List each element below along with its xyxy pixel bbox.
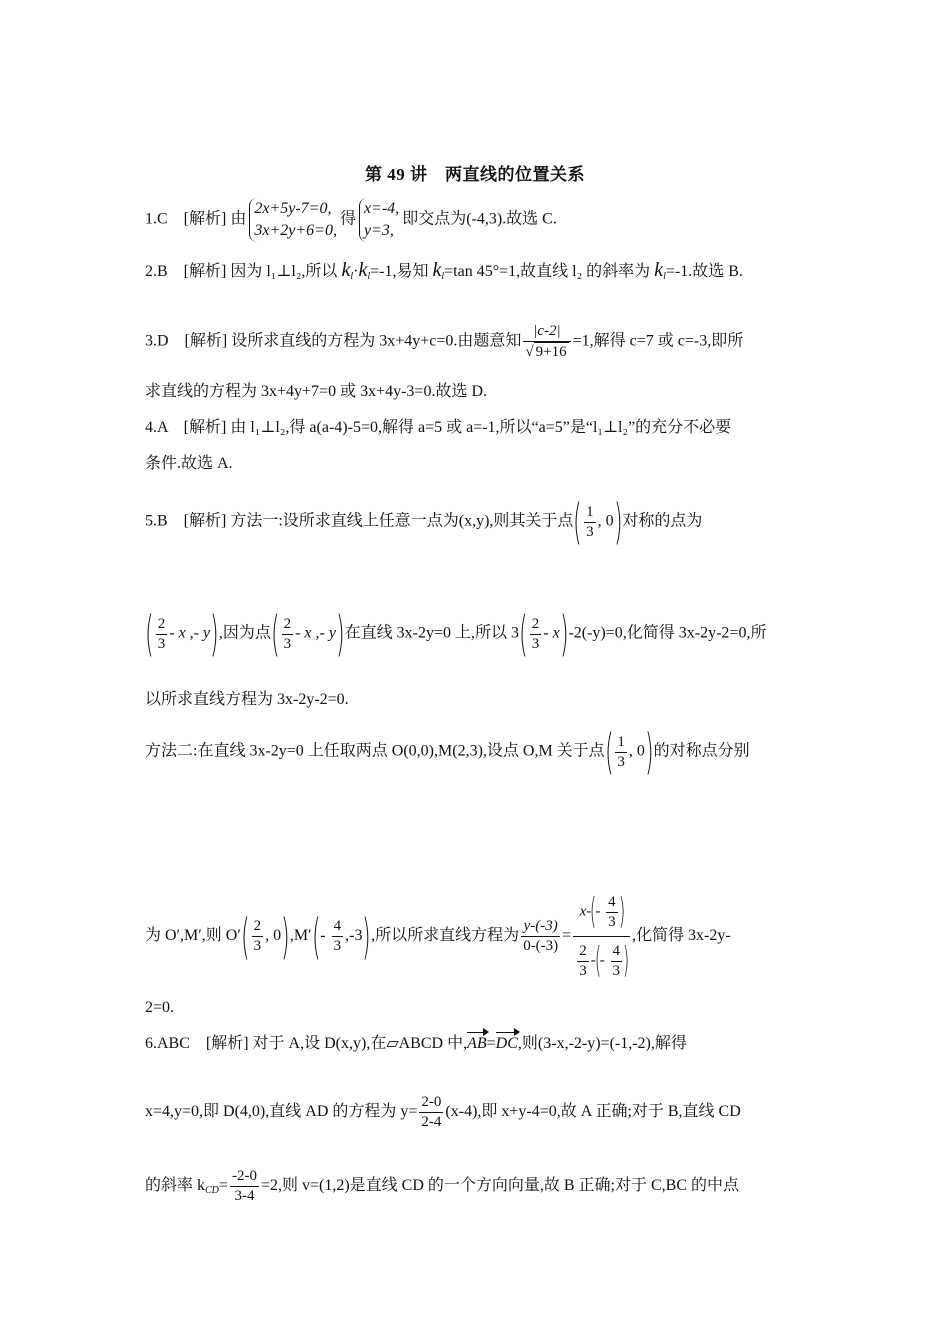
answer-2: 2.B [解析] 因为 l₁⊥l₂,所以 $k_l\cdot k_l=-1$,易知 $k_l=\tan$ 45°=1,故直线 l₂ 的斜率为 $k_l=-1$.故选 B.: [145, 259, 743, 282]
answer-1-lead: 1.C [解析] 由: [145, 210, 247, 228]
answer-3: 3.D [解析] 设所求直线的方程为 3x+4y+c=0.由题意知 $\frac{|c-2|}{√ 9+16}$ =1,解得 c=7 或 c=-3,即所: [145, 323, 744, 360]
answer-6-line2: x=4,y=0,即 D(4,0),直线 AD 的方程为 y= $\frac{2-0}{2-4}$ (x-4),即 x+y-4=0,故 A 正确;对于 B,直线 CD: [145, 1094, 741, 1130]
vector-ab: AB: [467, 1035, 487, 1052]
answer-5-line2: ( $\frac{2}{3}$ - x ,- y),因为点( $\frac{2}{3}$ - x ,- y)在直线 3x-2y=0 上,所以 3( $\frac{2}{3}$ - x)-2(-y)=0,化简得 3x-2y-2=0,所: [145, 606, 767, 662]
answer-4: 4.A [解析] 由 l₁⊥l₂,得 a(a-4)-5=0,解得 a=5 或 a=-1,所以“a=5”是“l₁⊥l₂”的充分不必要: [145, 419, 732, 436]
method-2-end: 2=0.: [145, 999, 175, 1016]
method-2-line2: 为 O′,M′,则 O′( $\frac{2}{3}$ , 0),M′(- $\frac{4}{3}$ ,-3),所以所求直线方程为 $\frac{y-(-3)}{0-(-3)}$ = x-(- $\frac{4}{3}$ ) $\frac{2}{3}$ -(- $\frac{4}{3}$ ) ,化简得 3x-2y-: [145, 888, 731, 985]
answer-6-line3: 的斜率 $k_{CD}=$ $\frac{-2-0}{3-4}$ =2,则 v=(1,2)是直线 CD 的一个方向向量,故 B 正确;对于 C,BC 的中点: [145, 1168, 740, 1204]
answer-1: 1.C [解析] 由 2x+5y-7=0, 3x+2y+6=0, 得 x=-4, y=3, 即交点为(-4,3).故选 C.: [145, 198, 557, 242]
y-fraction: $\frac{y-(-3)}{0-(-3)}$: [523, 918, 559, 954]
solution-system: x=-4, y=3,: [359, 198, 399, 242]
fraction: $\frac{|c-2|}{√ 9+16}$: [523, 322, 570, 362]
equation-system: 2x+5y-7=0, 3x+2y+6=0,: [249, 198, 337, 242]
answer-6: 6.ABC [解析] 对于 A,设 D(x,y),在▱ABCD 中,AB=DC,则(3-x,-2-y)=(-1,-2),解得: [145, 1035, 687, 1052]
answer-5: 5.B [解析] 方法一:设所求直线上任意一点为(x,y),则其关于点( $\frac{1}{3}$ , 0)对称的点为: [145, 494, 703, 550]
answer-1-tail: 即交点为(-4,3).故选 C.: [402, 210, 557, 228]
vector-dc: DC: [495, 1035, 518, 1052]
page-title: 第 49 讲 两直线的位置关系: [365, 165, 585, 184]
answer-4-cont: 条件.故选 A.: [145, 455, 233, 472]
answer-3-cont: 求直线的方程为 3x+4y+7=0 或 3x+4y-3=0.故选 D.: [145, 383, 488, 400]
x-fraction: x-(- $\frac{4}{3}$ ) $\frac{2}{3}$ -(- $\frac{4}{3}$ ): [573, 888, 630, 985]
answer-5-line3: 以所求直线方程为 3x-2y-2=0.: [145, 691, 349, 708]
method-2: 方法二:在直线 3x-2y=0 上任取两点 O(0,0),M(2,3),设点 O,M 关于点( $\frac{1}{3}$ , 0)的对称点分别: [145, 724, 750, 780]
